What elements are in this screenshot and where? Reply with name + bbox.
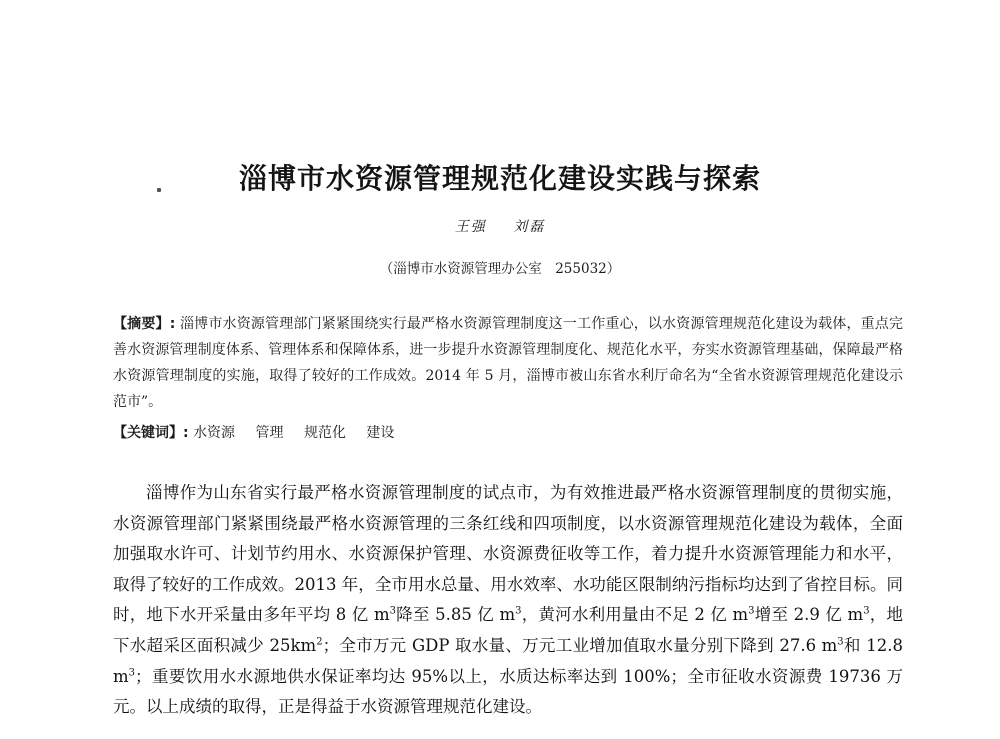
superscript: 3 [837,636,844,648]
superscript: 3 [863,605,870,617]
keywords [113,421,903,445]
body-text-segment: 降至 5.85 亿 m [395,605,516,625]
author-name: 王强 [454,219,487,235]
keyword: 管理 [255,425,284,441]
superscript: 3 [128,667,136,679]
abstract-label: 【摘要】: [113,316,176,332]
superscript: 2 [316,636,323,648]
author-affiliation: （淄博市水资源管理办公室 255032） [379,261,621,277]
paper-title: 淄博市水资源管理规范化建设实践与探索 [238,162,761,195]
body-text-segment: ；全市万元 GDP 取水量、万元工业增加值取水量分别下降到 27.6 m [322,635,838,655]
keywords-label: 【关键词】: [113,425,189,441]
keyword: 建设 [366,425,395,441]
body-paragraph [113,478,903,723]
body-text-segment: ；重要饮用水水源地供水保证率均达 95%以上，水质达标率达到 100%；全市征收水资源费 19736 万元。以上成绩的取得，正是得益于水资源管理规范化建设。 [113,666,903,717]
abstract-text: 淄博市水资源管理部门紧紧围绕实行最严格水资源管理制度这一工作重心，以水资源管理规范化建设为载体，重点完善水资源管理制度体系、管理体系和保障体系，进一步提升水资源管理制度化、规范化水平，夯实水资源管理基础，保障最严格水资源管理制度的实施，取得了较好的工作成效。2014 年 5 月，淄博市被山东省水利厅命名为“全省水资源管理规范化建设示范市”。 [113,316,903,410]
keyword: 水资源 [193,425,236,441]
keyword: 规范化 [303,425,346,441]
author-list [0,216,1000,236]
body-text-segment: ，黄河水利用量由不足 2 亿 m [521,605,749,625]
body-text-segment: 淄博作为山东省实行最严格水资源管理制度的试点市，为有效推进最严格水资源管理制度的贯彻实施，水资源管理部门紧紧围绕最严格水资源管理的三条红线和四项制度，以水资源管理规范化建设为载体，全面加强取水许可、计划节约用水、水资源保护管理、水资源费征收等工作，着力提升水资源管理能力和水平，取得了较好的工作成效。2013 年，全市用水总量、用水效率、水功能区限制纳污指标均达到了省控目标。同时，地下水开采量由多年平均 8 亿 m [113,483,903,625]
author-name: 刘磊 [513,219,546,235]
body-text-segment: 增至 2.9 亿 m [754,605,864,625]
abstract [113,311,903,415]
superscript: 3 [515,605,522,617]
body-text-segment: ，地下水超采区面积减少 25km [113,605,903,655]
superscript: 3 [389,605,396,617]
body-text-segment: 和 12.8 m [113,635,903,686]
superscript: 3 [748,605,755,617]
